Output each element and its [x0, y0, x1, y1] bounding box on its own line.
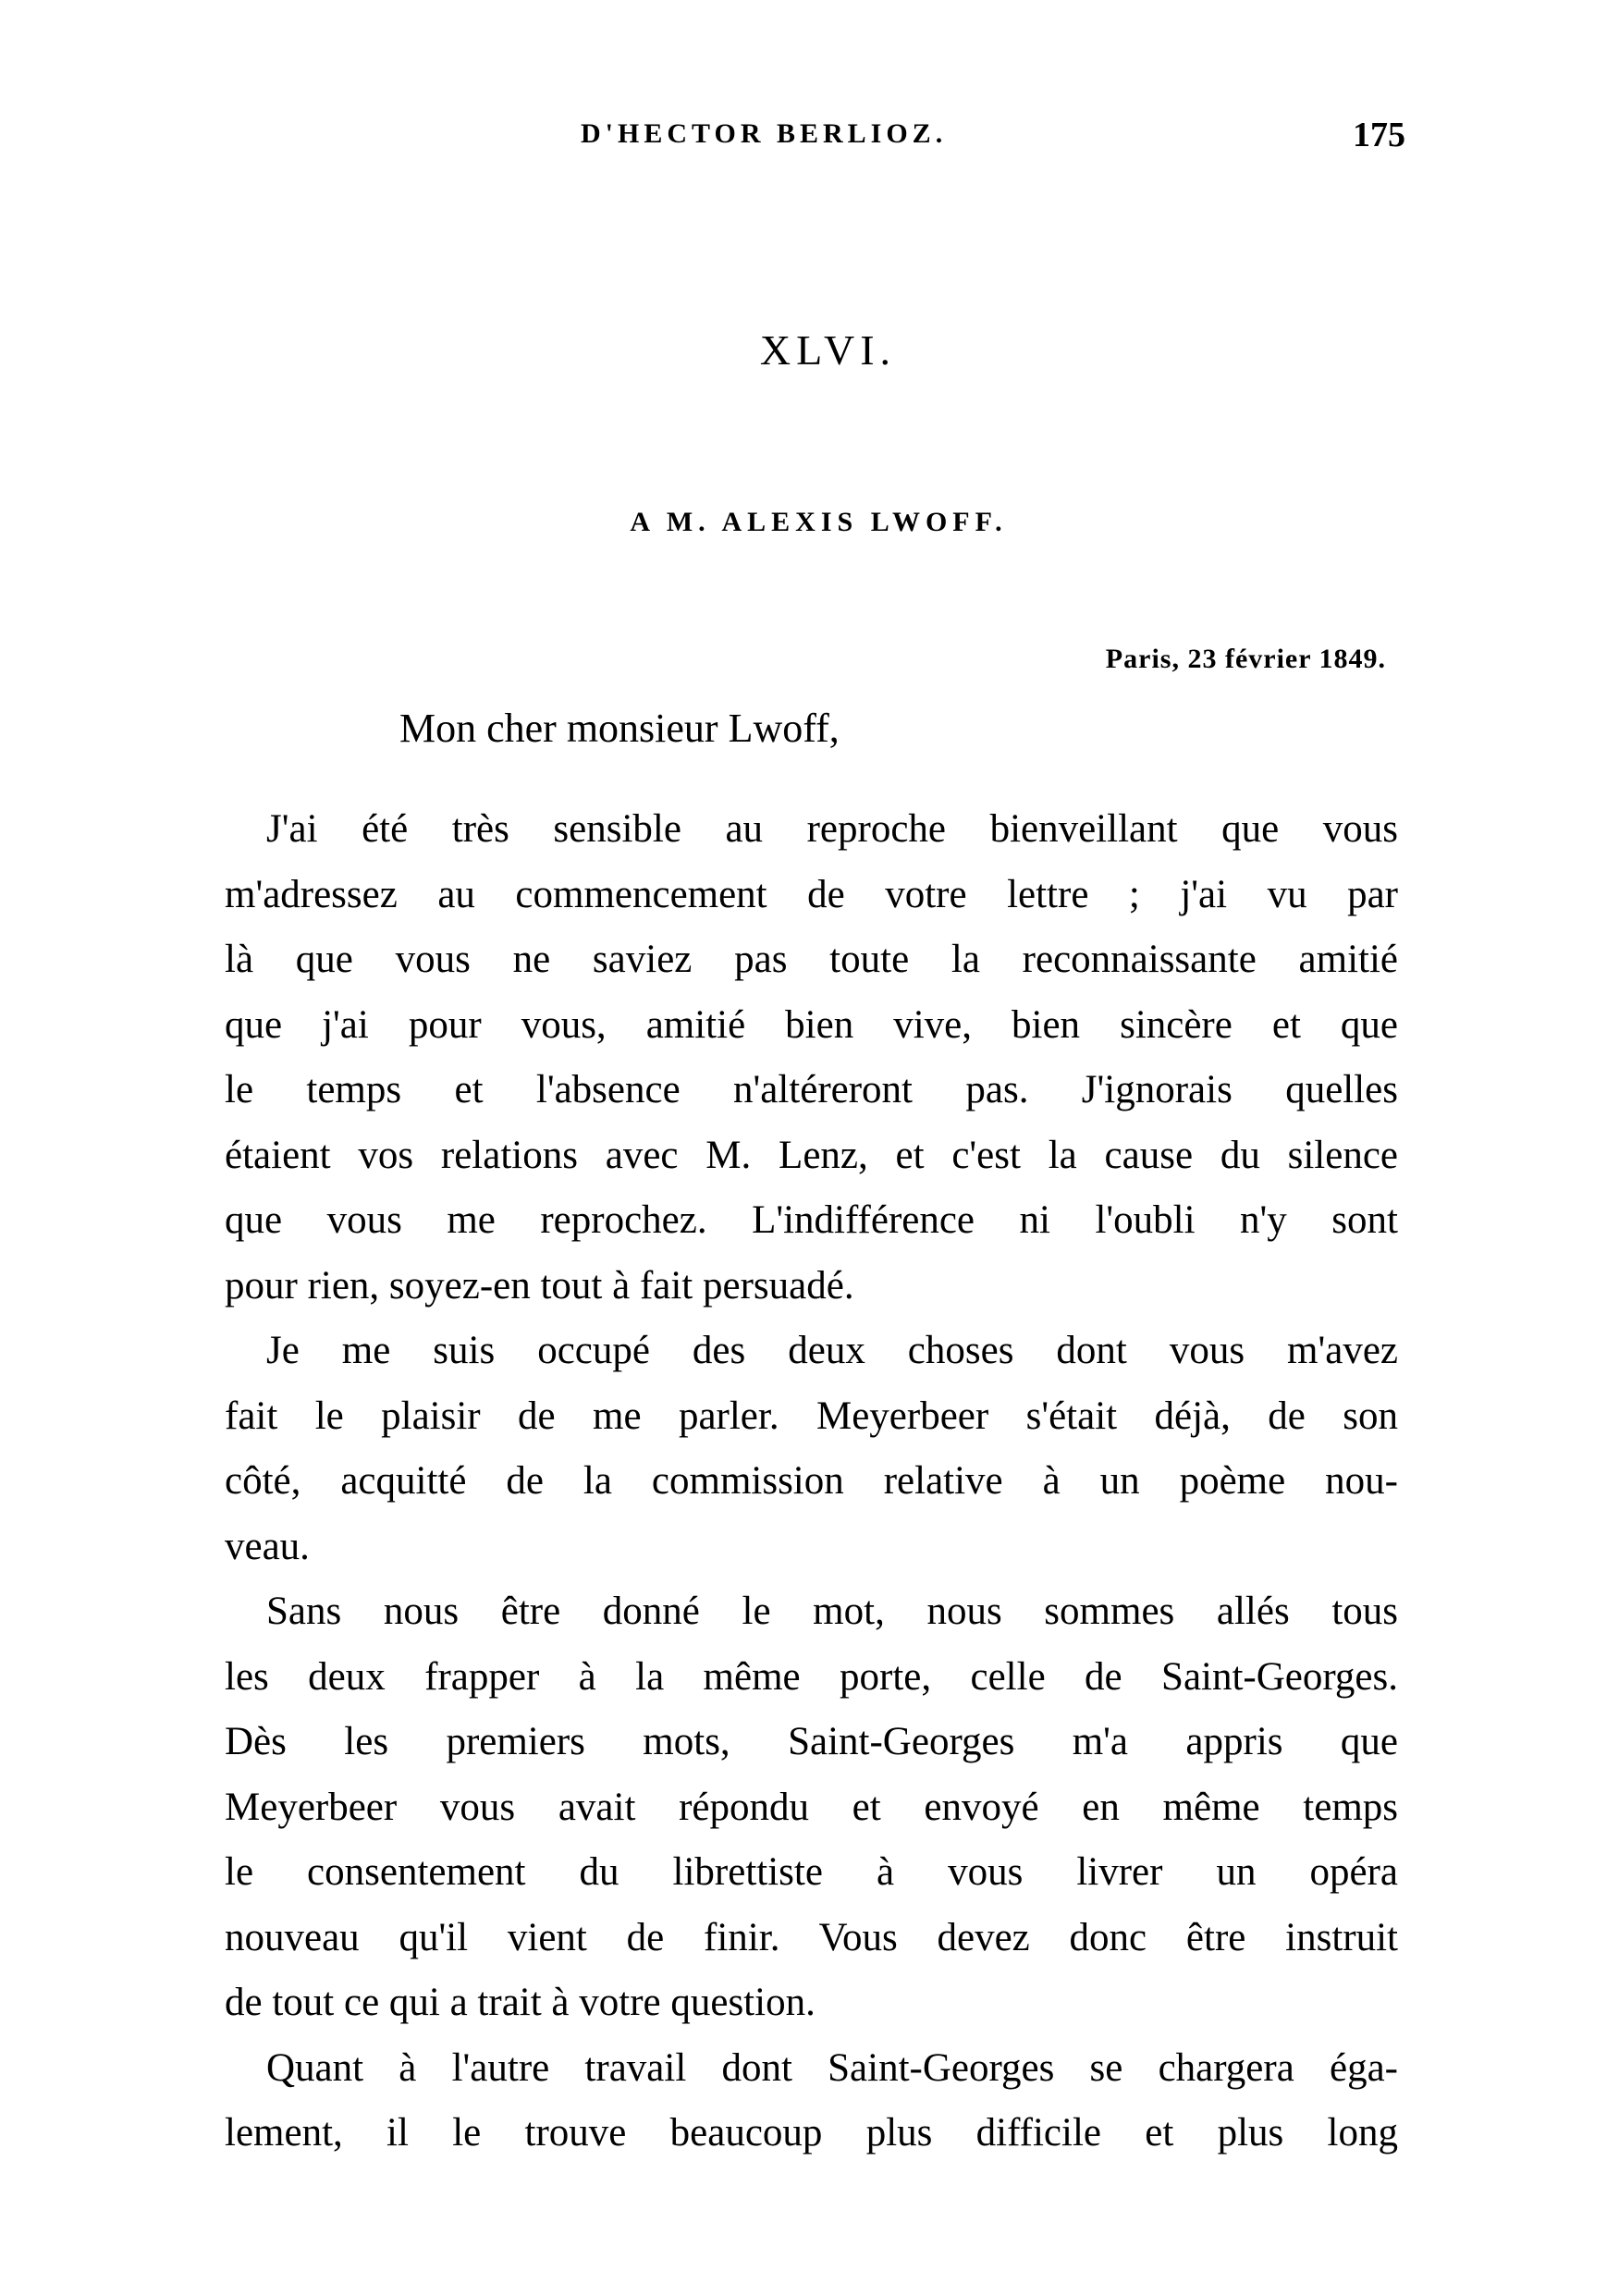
- letter-salutation: Mon cher monsieur Lwoff,: [399, 706, 840, 751]
- text-line: que j'ai pour vous, amitié bien vive, bien sincère et que: [225, 1002, 1398, 1047]
- text-line: veau.: [225, 1524, 310, 1568]
- text-line: le temps et l'absence n'altéreront pas. J'ignorais quelles: [225, 1068, 1398, 1111]
- text-line: J'ai été très sensible au reproche bienveillant que vous: [266, 807, 1398, 851]
- text-line: les deux frapper à la même porte, celle de Saint-Georges.: [225, 1654, 1398, 1699]
- text-line: m'adressez au commencement de votre lettre ; j'ai vu par: [225, 872, 1398, 916]
- paragraph: [225, 1319, 1398, 1579]
- paragraph: [225, 1579, 1398, 2036]
- text-line: Je me suis occupé des deux choses dont vous m'avez: [266, 1329, 1398, 1372]
- page-number: 175: [1353, 116, 1405, 154]
- letter-dateline: Paris, 23 février 1849.: [1105, 644, 1386, 674]
- text-line: Dès les premiers mots, Saint-Georges m'a appris que: [225, 1720, 1398, 1763]
- text-line: de tout ce qui a trait à votre question.: [225, 1981, 816, 2024]
- letter-body: [225, 797, 1398, 2167]
- text-line: côté, acquitté de la commission relative à un poème nou-: [225, 1459, 1398, 1503]
- text-line: nouveau qu'il vient de finir. Vous devez donc être instruit: [225, 1915, 1398, 1959]
- running-head: [581, 118, 1405, 165]
- text-line: étaient vos relations avec M. Lenz, et c'est la cause du silence: [225, 1133, 1398, 1177]
- text-line: que vous me reprochez. L'indifférence ni l'oubli n'y sont: [225, 1198, 1398, 1242]
- letter-number: XLVI.: [759, 326, 897, 374]
- text-line: lement, il le trouve beaucoup plus difficile et plus long: [225, 2111, 1398, 2155]
- text-line: le consentement du librettiste à vous livrer un opéra: [225, 1850, 1398, 1894]
- text-line: Sans nous être donné le mot, nous sommes allés tous: [266, 1590, 1398, 1633]
- text-line: pour rien, soyez-en tout à fait persuadé.: [225, 1263, 854, 1308]
- text-line: là que vous ne saviez pas toute la reconnaissante amitié: [225, 938, 1398, 981]
- letter-addressee: A M. ALEXIS LWOFF.: [630, 507, 1008, 537]
- text-line: Quant à l'autre travail dont Saint-Georges se chargera éga-: [266, 2045, 1398, 2090]
- running-head-title: D'HECTOR BERLIOZ.: [581, 118, 948, 149]
- paragraph: [225, 797, 1398, 1319]
- text-line: fait le plaisir de me parler. Meyerbeer s'était déjà, de son: [225, 1394, 1398, 1438]
- text-line: Meyerbeer vous avait répondu et envoyé en même temps: [225, 1785, 1398, 1829]
- paragraph: [225, 2036, 1398, 2167]
